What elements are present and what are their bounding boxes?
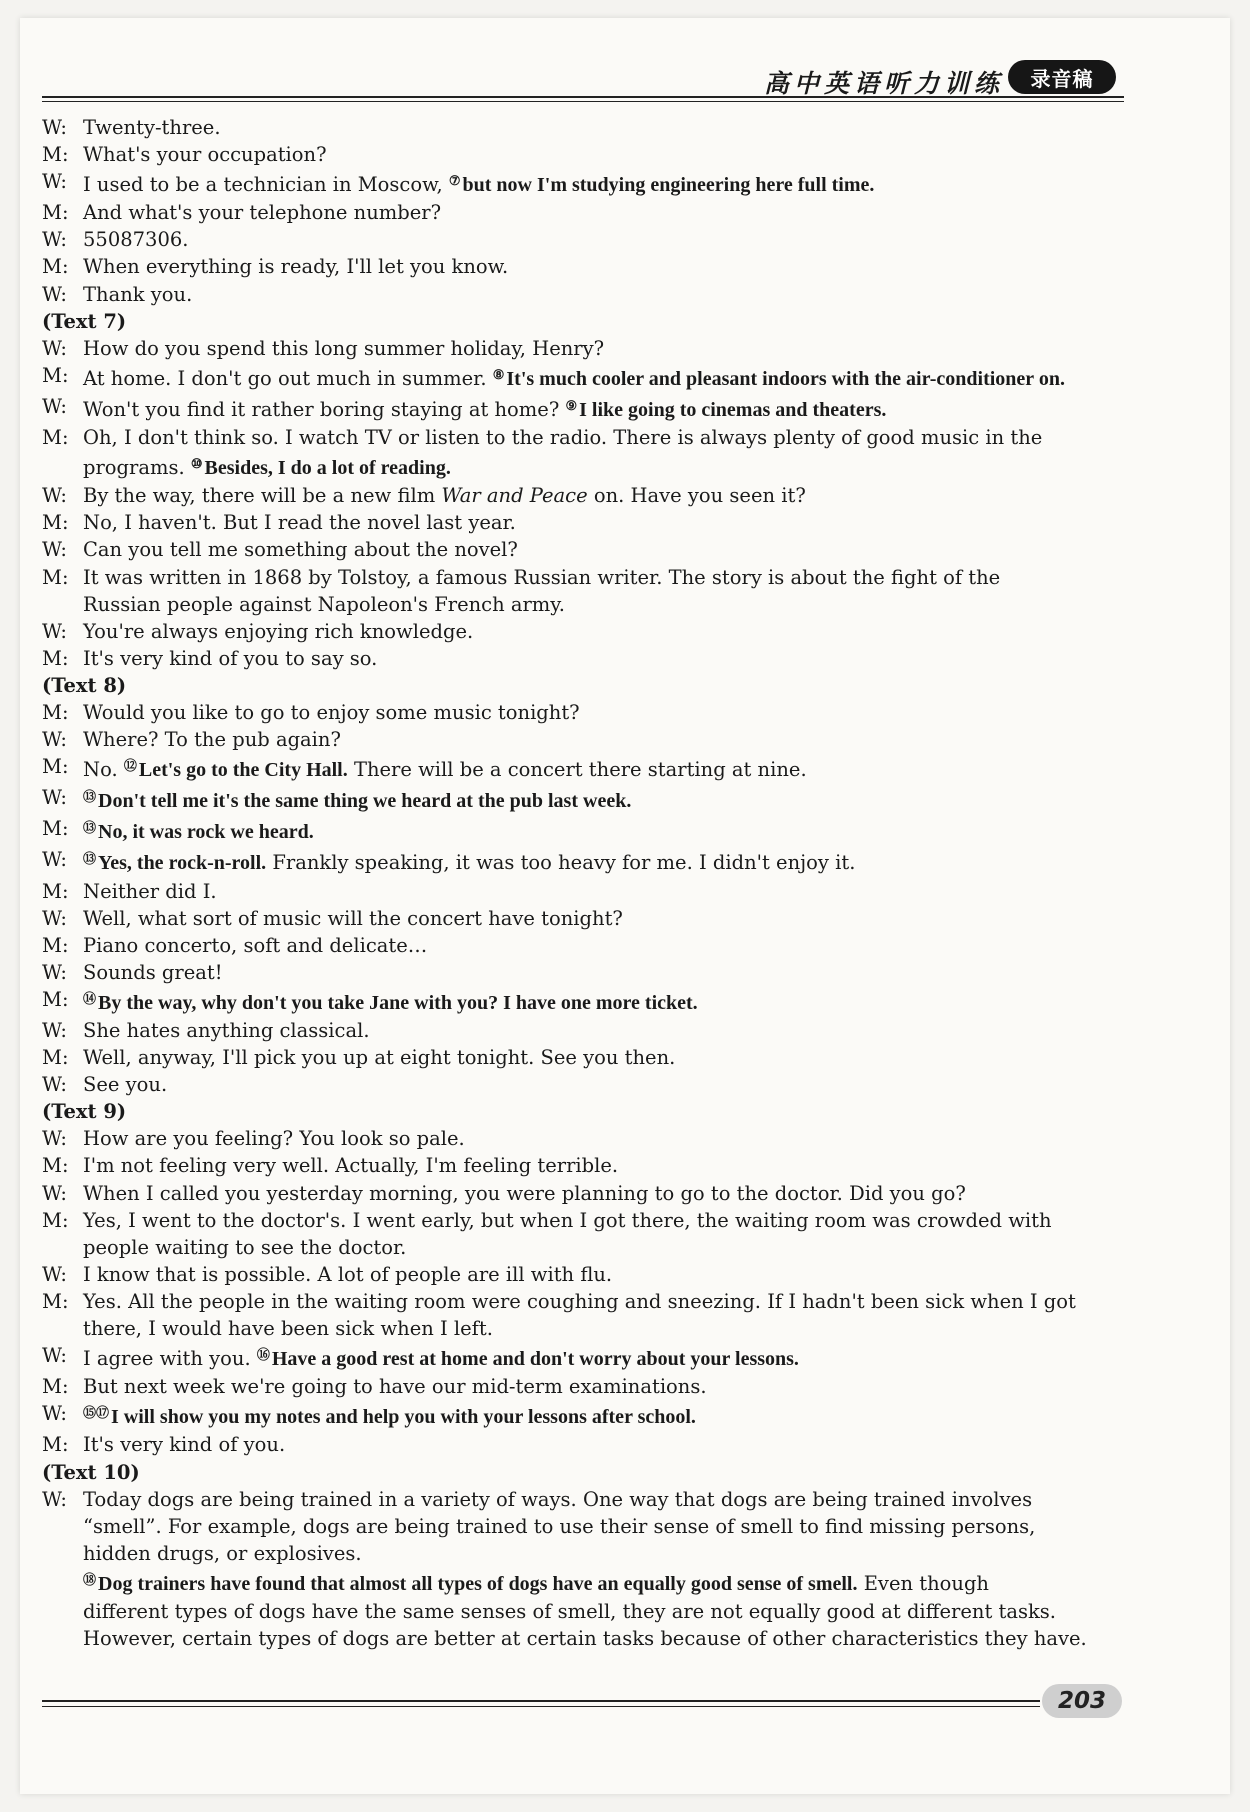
speaker-label: M: — [42, 817, 69, 841]
speaker-label: M: — [42, 511, 69, 535]
plain-text: people waiting to see the doctor. — [83, 1235, 407, 1259]
dialogue-line — [42, 784, 1124, 815]
dialogue-line — [42, 591, 1124, 618]
speaker-label: M: — [42, 987, 69, 1011]
dialogue-line — [42, 618, 1124, 645]
speaker-label: W: — [42, 1487, 67, 1511]
plain-text: 55087306. — [83, 228, 189, 252]
answer-highlight: Let's go to the City Hall. — [138, 759, 348, 782]
dialogue-line — [42, 564, 1124, 591]
answer-marker: ⑯ — [256, 1348, 270, 1364]
dialogue-line — [42, 536, 1124, 563]
speaker-label: W: — [42, 538, 67, 562]
answer-highlight: By the way, why don't you take Jane with you? I have one more ticket. — [98, 991, 698, 1014]
line-text — [83, 1342, 1124, 1373]
line-text — [83, 1315, 1124, 1342]
answer-marker: ⑬ — [83, 821, 97, 837]
line-text — [83, 1125, 1124, 1152]
answer-marker: ⑱ — [83, 1572, 97, 1588]
answer-marker: ⑫ — [123, 759, 137, 775]
answer-highlight: Yes, the rock-n-roll. — [98, 852, 267, 875]
plain-text: What's your occupation? — [83, 143, 327, 167]
line-text — [83, 784, 1124, 815]
plain-text: Where? To the pub again? — [83, 728, 341, 752]
line-text — [83, 393, 1124, 424]
line-text — [83, 1207, 1124, 1234]
dialogue-line — [42, 114, 1124, 141]
dialogue-line — [42, 1540, 1124, 1567]
speaker-label: M: — [42, 1154, 69, 1178]
speaker-label: W: — [42, 786, 67, 810]
line-text — [83, 753, 1124, 784]
plain-text: No. — [83, 758, 124, 782]
answer-marker: ⑨ — [565, 398, 578, 414]
section-heading: (Text 7) — [42, 309, 127, 333]
plain-text: Russian people against Napoleon's French army. — [83, 592, 565, 616]
dialogue-line — [42, 1400, 1124, 1431]
plain-text: How are you feeling? You look so pale. — [83, 1127, 465, 1151]
speaker-label: W: — [42, 170, 67, 194]
line-text — [83, 986, 1124, 1017]
speaker-label: W: — [42, 1127, 67, 1151]
line-text — [83, 591, 1124, 618]
plain-text: And what's your telephone number? — [83, 201, 442, 225]
plain-text: different types of dogs have the same senses of smell, they are not equally good at different tasks. — [83, 1599, 1057, 1623]
header-title: 高中英语听力训练 — [763, 69, 1004, 98]
line-text — [83, 905, 1124, 932]
plain-text: It was written in 1868 by Tolstoy, a famous Russian writer. The story is about the fight of the — [83, 565, 1001, 589]
answer-highlight: It's much cooler and pleasant indoors with the air-conditioner on. — [506, 367, 1065, 390]
line-text — [83, 335, 1124, 362]
line-text — [83, 1540, 1124, 1567]
dialogue-line — [42, 699, 1124, 726]
plain-text: You're always enjoying rich knowledge. — [83, 619, 474, 643]
speaker-label: W: — [42, 1344, 67, 1368]
dialogue-line — [42, 1288, 1124, 1315]
dialogue-line — [42, 645, 1124, 672]
header-badge: 录音稿 — [1008, 60, 1116, 94]
footer-rule-thin — [42, 1706, 1040, 1707]
page-number: 203 — [1042, 1684, 1122, 1718]
dialogue-line — [42, 753, 1124, 784]
line-text — [83, 199, 1124, 226]
dialogue-line — [42, 846, 1124, 877]
speaker-label: M: — [42, 201, 69, 225]
dialogue-line — [42, 226, 1124, 253]
line-text — [83, 932, 1124, 959]
dialogue-line — [42, 482, 1124, 509]
answer-highlight: I like going to cinemas and theaters. — [579, 398, 887, 421]
dialogue-line — [42, 509, 1124, 536]
line-text — [83, 1234, 1124, 1261]
line-text — [83, 536, 1124, 563]
dialogue-line — [42, 1625, 1124, 1652]
plain-text: Yes. All the people in the waiting room were coughing and sneezing. If I hadn't been sick when I got — [83, 1289, 1076, 1313]
line-text — [83, 1567, 1124, 1598]
line-text — [83, 959, 1124, 986]
speaker-label: M: — [42, 1046, 69, 1070]
speaker-label: W: — [42, 848, 67, 872]
plain-text: Sounds great! — [83, 960, 223, 984]
line-text — [83, 226, 1124, 253]
dialogue-line — [42, 986, 1124, 1017]
plain-text: It's very kind of you to say so. — [83, 646, 378, 670]
line-text — [83, 815, 1124, 846]
answer-marker: ⑬ — [83, 790, 97, 806]
page-footer — [42, 1688, 1124, 1718]
dialogue-line — [42, 1207, 1124, 1234]
line-text — [83, 482, 1124, 509]
plain-text: Piano concerto, soft and delicate… — [83, 933, 428, 957]
dialogue-line — [42, 1017, 1124, 1044]
plain-text: programs. — [83, 456, 191, 480]
line-text — [83, 1288, 1124, 1315]
dialogue-line — [42, 451, 1124, 482]
line-text — [83, 1431, 1124, 1458]
line-text — [83, 1513, 1124, 1540]
dialogue-line — [42, 253, 1124, 280]
speaker-label: W: — [42, 728, 67, 752]
line-text — [83, 726, 1124, 753]
line-text — [83, 564, 1124, 591]
speaker-label: M: — [42, 143, 69, 167]
speaker-label: W: — [42, 282, 67, 306]
speaker-label: W: — [42, 960, 67, 984]
line-text — [83, 1400, 1124, 1431]
plain-text: But next week we're going to have our mid-term examinations. — [83, 1375, 707, 1399]
line-text — [83, 1625, 1124, 1652]
line-text — [83, 618, 1124, 645]
header-rule-thin — [42, 101, 1124, 102]
dialogue-line — [42, 1598, 1124, 1625]
speaker-label: W: — [42, 906, 67, 930]
answer-marker: ⑬ — [83, 852, 97, 868]
line-text — [83, 424, 1124, 451]
transcript-body — [42, 114, 1124, 1652]
answer-highlight: Dog trainers have found that almost all types of dogs have an equally good sense of smell. — [98, 1572, 858, 1595]
dialogue-line — [42, 1071, 1124, 1098]
line-text — [83, 281, 1124, 308]
dialogue-line — [42, 199, 1124, 226]
speaker-label: W: — [42, 619, 67, 643]
answer-highlight: I will show you my notes and help you with your lessons after school. — [111, 1406, 696, 1429]
line-text — [83, 1071, 1124, 1098]
plain-text: She hates anything classical. — [83, 1019, 370, 1042]
answer-marker: ⑧ — [492, 367, 505, 383]
speaker-label: W: — [42, 1402, 67, 1426]
line-text — [83, 846, 1124, 877]
dialogue-line — [42, 362, 1124, 393]
line-text — [83, 645, 1124, 672]
plain-text: I agree with you. — [83, 1347, 257, 1371]
plain-text: Frankly speaking, it was too heavy for me. I didn't enjoy it. — [266, 851, 856, 875]
plain-text: Would you like to go to enjoy some music tonight? — [83, 700, 580, 724]
line-text — [83, 168, 1124, 199]
answer-highlight: Have a good rest at home and don't worry about your lessons. — [271, 1348, 799, 1371]
plain-text: At home. I don't go out much in summer. — [83, 366, 493, 390]
section-heading: (Text 9) — [42, 1100, 127, 1124]
speaker-label: M: — [42, 565, 69, 589]
line-text — [83, 1180, 1124, 1207]
line-text — [83, 1261, 1124, 1288]
answer-highlight: No, it was rock we heard. — [98, 821, 314, 844]
plain-text: Even though — [857, 1571, 989, 1595]
speaker-label: M: — [42, 646, 69, 670]
speaker-label: M: — [42, 933, 69, 957]
speaker-label: M: — [42, 1208, 69, 1232]
dialogue-line — [42, 1373, 1124, 1400]
answer-marker: ⑮⑰ — [83, 1406, 110, 1422]
dialogue-line — [42, 141, 1124, 168]
line-text — [83, 253, 1124, 280]
footer-rule — [42, 1700, 1040, 1702]
speaker-label: W: — [42, 336, 67, 360]
dialogue-line — [42, 1152, 1124, 1179]
line-text — [83, 1598, 1124, 1625]
plain-text: It's very kind of you. — [83, 1433, 286, 1457]
answer-highlight: but now I'm studying engineering here full time. — [462, 174, 875, 197]
dialogue-line — [42, 726, 1124, 753]
plain-text: “smell”. For example, dogs are being trained to use their sense of smell to find missing persons, — [83, 1514, 1036, 1538]
dialogue-line — [42, 815, 1124, 846]
section-heading: (Text 10) — [42, 1460, 140, 1484]
speaker-label: W: — [42, 1262, 67, 1286]
line-text — [83, 114, 1124, 141]
plain-text: I'm not feeling very well. Actually, I'm feeling terrible. — [83, 1154, 619, 1178]
dialogue-line — [42, 905, 1124, 932]
plain-text: I know that is possible. A lot of people are ill with flu. — [83, 1262, 613, 1286]
speaker-label: M: — [42, 700, 69, 724]
plain-text: How do you spend this long summer holiday, Henry? — [83, 336, 605, 360]
answer-marker: ⑭ — [83, 991, 97, 1007]
dialogue-line — [42, 959, 1124, 986]
plain-text: Thank you. — [83, 282, 193, 306]
speaker-label: M: — [42, 879, 69, 903]
plain-text: Well, what sort of music will the concert have tonight? — [83, 906, 623, 930]
speaker-label: W: — [42, 484, 67, 508]
plain-text: There will be a concert there starting at nine. — [347, 758, 807, 782]
speaker-label: M: — [42, 755, 69, 779]
plain-text: Today dogs are being trained in a variety of ways. One way that dogs are being trained involves — [83, 1487, 1033, 1511]
speaker-label: M: — [42, 1433, 69, 1457]
line-text — [83, 509, 1124, 536]
dialogue-line — [42, 1567, 1124, 1598]
plain-text: See you. — [83, 1073, 168, 1097]
plain-text: When I called you yesterday morning, you were planning to go to the doctor. Did you go? — [83, 1181, 966, 1205]
dialogue-line — [42, 393, 1124, 424]
plain-text: Yes, I went to the doctor's. I went early, but when I got there, the waiting room was crowded with — [83, 1208, 1052, 1232]
line-text — [83, 1486, 1124, 1513]
line-text — [83, 878, 1124, 905]
answer-highlight: Besides, I do a lot of reading. — [204, 457, 451, 480]
dialogue-line — [42, 1044, 1124, 1071]
dialogue-line — [42, 1315, 1124, 1342]
dialogue-line — [42, 932, 1124, 959]
plain-text: there, I would have been sick when I left. — [83, 1317, 493, 1341]
line-text — [83, 1152, 1124, 1179]
plain-text: Twenty-three. — [83, 116, 221, 139]
line-text — [83, 362, 1124, 393]
plain-text: Won't you find it rather boring staying at home? — [83, 397, 566, 421]
dialogue-line — [42, 168, 1124, 199]
dialogue-line — [42, 1125, 1124, 1152]
speaker-label: W: — [42, 1181, 67, 1205]
plain-text: Oh, I don't think so. I watch TV or listen to the radio. There is always plenty of good music in the — [83, 426, 1043, 450]
answer-highlight: Don't tell me it's the same thing we heard at the pub last week. — [98, 790, 632, 813]
speaker-label: M: — [42, 1375, 69, 1399]
plain-text: Can you tell me something about the novel? — [83, 538, 518, 562]
plain-text: Neither did I. — [83, 879, 217, 903]
dialogue-line — [42, 878, 1124, 905]
speaker-label: M: — [42, 426, 69, 450]
plain-text: When everything is ready, I'll let you know. — [83, 255, 509, 279]
line-text — [83, 141, 1124, 168]
speaker-label: W: — [42, 1019, 67, 1042]
dialogue-line — [42, 1431, 1124, 1458]
plain-text: By the way, there will be a new film War and Peace on. Have you seen it? — [83, 484, 806, 508]
speaker-label: W: — [42, 1073, 67, 1097]
speaker-label: M: — [42, 255, 69, 279]
plain-text: I used to be a technician in Moscow, — [83, 173, 449, 197]
speaker-label: W: — [42, 394, 67, 418]
plain-text: Well, anyway, I'll pick you up at eight tonight. See you then. — [83, 1046, 676, 1070]
answer-marker: ⑩ — [190, 457, 203, 473]
dialogue-line — [42, 1234, 1124, 1261]
dialogue-line — [42, 424, 1124, 451]
plain-text: hidden drugs, or explosives. — [83, 1541, 362, 1565]
section-heading: (Text 8) — [42, 673, 127, 697]
speaker-label: M: — [42, 1289, 69, 1313]
speaker-label: W: — [42, 228, 67, 252]
dialogue-line — [42, 1342, 1124, 1373]
dialogue-line — [42, 1486, 1124, 1513]
dialogue-line — [42, 281, 1124, 308]
plain-text: No, I haven't. But I read the novel last year. — [83, 511, 516, 535]
dialogue-line — [42, 1261, 1124, 1288]
line-text — [83, 1044, 1124, 1071]
line-text — [83, 451, 1124, 482]
plain-text: However, certain types of dogs are better at certain tasks because of other characteristics they have. — [83, 1627, 1087, 1651]
line-text — [83, 1017, 1124, 1044]
answer-marker: ⑦ — [448, 174, 461, 190]
line-text — [83, 1373, 1124, 1400]
dialogue-line — [42, 335, 1124, 362]
page-header — [42, 58, 1124, 98]
header-rule — [42, 96, 1124, 98]
speaker-label: W: — [42, 116, 67, 139]
speaker-label: M: — [42, 363, 69, 387]
dialogue-line — [42, 1513, 1124, 1540]
dialogue-line — [42, 1180, 1124, 1207]
line-text — [83, 699, 1124, 726]
film-title: War and Peace — [441, 484, 588, 508]
